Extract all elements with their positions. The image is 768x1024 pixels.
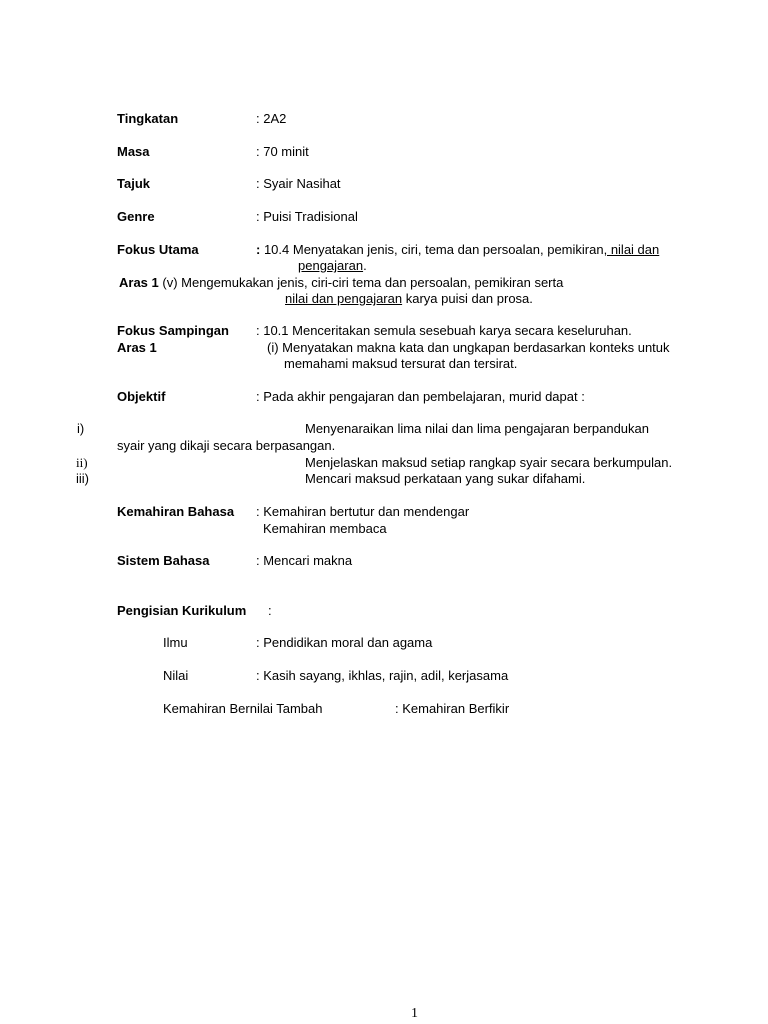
value-tajuk: : Syair Nasihat (256, 176, 341, 191)
fokus-utama-aras-line2 (285, 291, 533, 307)
label-fokus-sampingan: Fokus Sampingan (117, 323, 229, 338)
label-masa: Masa (117, 144, 150, 159)
kemahiran-bahasa-line1: : Kemahiran bertutur dan mendengar (256, 504, 470, 519)
fokus-utama-pengajaran: pengajaran (298, 258, 364, 273)
value-sistem-bahasa: : Mencari makna (256, 553, 353, 568)
label-kemahiran-bahasa: Kemahiran Bahasa (117, 504, 235, 519)
fokus-utama-period: . (363, 258, 367, 273)
label-fokus-sampingan-aras: Aras 1 (117, 340, 157, 355)
fokus-sampingan-line1: : 10.1 Menceritakan semula sesebuah karya secara keseluruhan. (256, 323, 632, 338)
kemahiran-bahasa-line2: Kemahiran membaca (263, 521, 387, 536)
fokus-utama-colon: : (256, 242, 261, 257)
value-nilai: : Kasih sayang, ikhlas, rajin, adil, kerjasama (256, 668, 509, 683)
label-pengisian-kurikulum: Pengisian Kurikulum (117, 603, 247, 618)
label-sistem-bahasa: Sistem Bahasa (117, 553, 210, 568)
label-objektif: Objektif (117, 389, 166, 404)
label-tingkatan: Tingkatan (117, 111, 179, 126)
pengisian-colon: : (268, 603, 272, 618)
fokus-sampingan-line2: (i) Menyatakan makna kata dan ungkapan berdasarkan konteks untuk (267, 340, 670, 355)
value-ilmu: : Pendidikan moral dan agama (256, 635, 433, 650)
value-masa: : 70 minit (256, 144, 309, 159)
objektif-num-1: i) (77, 421, 85, 436)
objektif-item-1-line2: syair yang dikaji secara berpasangan. (117, 438, 336, 453)
label-fokus-utama: Fokus Utama (117, 242, 199, 257)
label-nilai: Nilai (163, 668, 189, 683)
value-tingkatan: : 2A2 (256, 111, 287, 126)
label-aras-1: Aras 1 (119, 275, 159, 290)
aras-1-text-end: karya puisi dan prosa. (402, 291, 533, 306)
value-objektif: : Pada akhir pengajaran dan pembelajaran, murid dapat : (256, 389, 585, 404)
aras-1-text: (v) Mengemukakan jenis, ciri-ciri tema dan persoalan, pemikiran serta (158, 275, 564, 290)
page-number: 1 (411, 1006, 418, 1021)
objektif-item-2: Menjelaskan maksud setiap rangkap syair secara berkumpulan. (305, 455, 673, 470)
fokus-utama-line2 (298, 258, 367, 274)
label-kemahiran-bernilai-tambah: Kemahiran Bernilai Tambah (163, 701, 323, 716)
label-genre: Genre (117, 209, 155, 224)
fokus-utama-line1 (256, 242, 659, 258)
objektif-item-1-line1: Menyenaraikan lima nilai dan lima pengajaran berpandukan (305, 421, 649, 436)
fokus-utama-underline: , nilai dan (603, 242, 660, 257)
label-tajuk: Tajuk (117, 176, 150, 191)
objektif-num-2: ii) (76, 455, 88, 470)
aras-1-underline: nilai dan pengajaran (285, 291, 403, 306)
label-ilmu: Ilmu (163, 635, 188, 650)
fokus-sampingan-line3: memahami maksud tersurat dan tersirat. (284, 356, 518, 371)
value-kemahiran-bernilai-tambah: : Kemahiran Berfikir (395, 701, 510, 716)
objektif-num-3: iii) (76, 471, 89, 486)
fokus-utama-text: 10.4 Menyatakan jenis, ciri, tema dan persoalan, pemikiran (260, 242, 604, 257)
fokus-utama-aras (119, 275, 563, 291)
objektif-item-3: Mencari maksud perkataan yang sukar difahami. (305, 471, 586, 486)
value-genre: : Puisi Tradisional (256, 209, 358, 224)
